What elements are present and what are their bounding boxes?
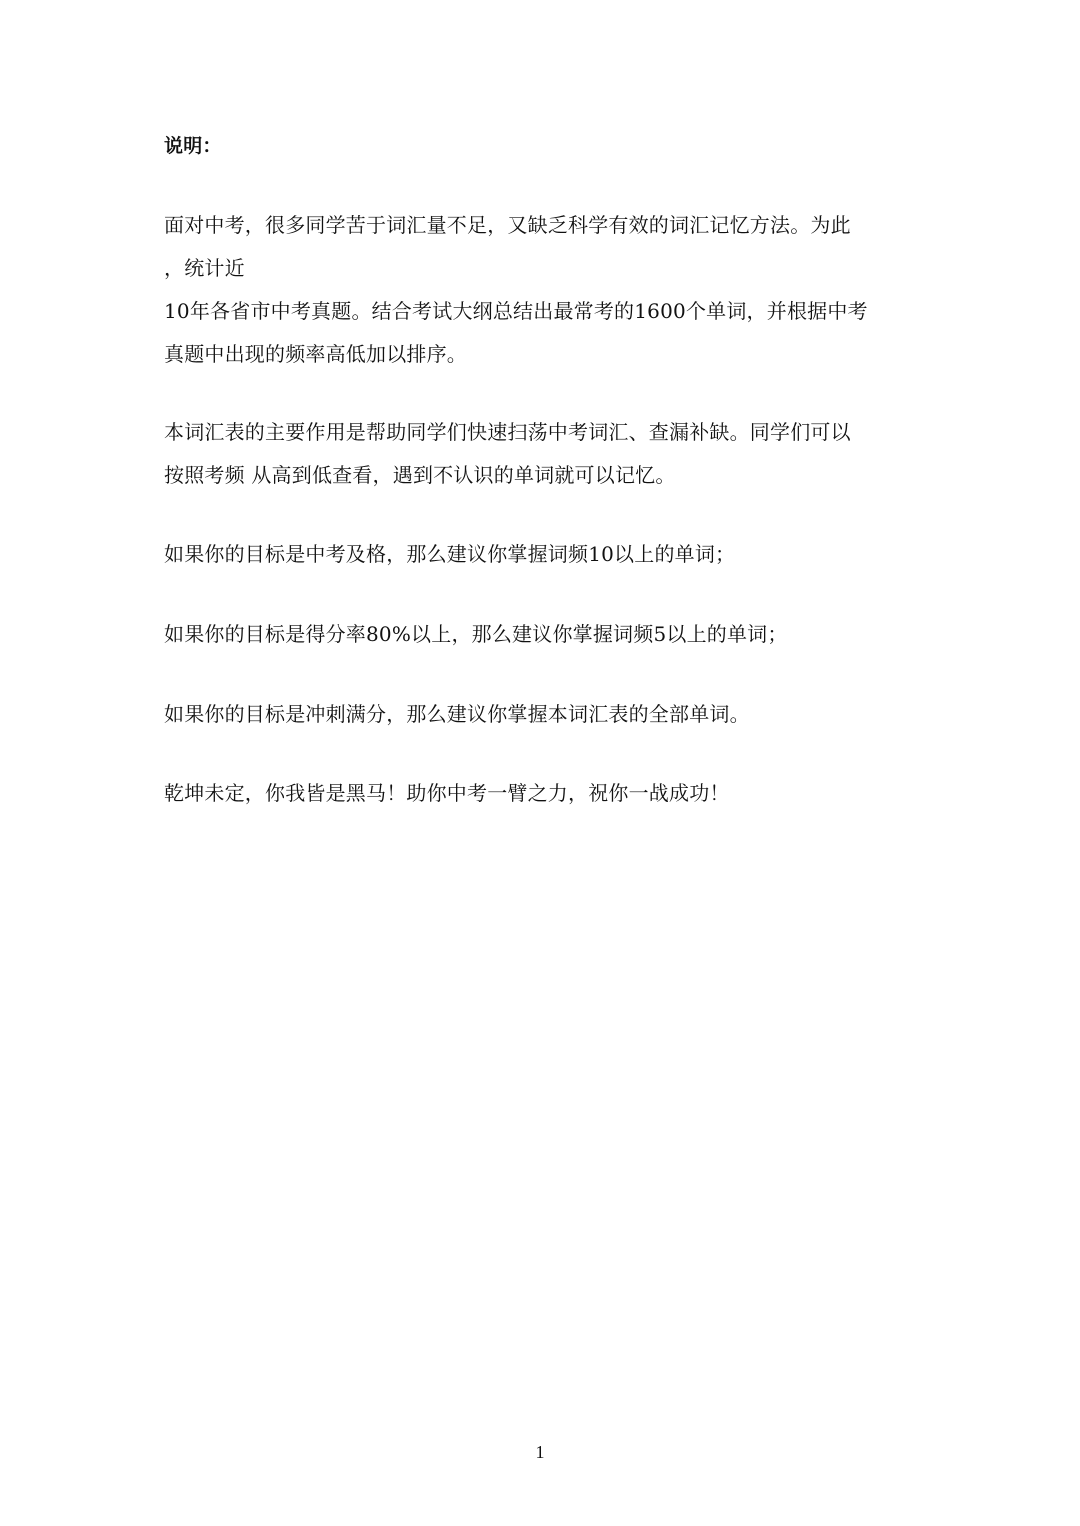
paragraph-1-line-3: 10年各省市中考真题。结合考试大纲总结出最常考的1600个单词，并根据中考 xyxy=(164,299,868,323)
paragraph-6: 乾坤未定，你我皆是黑马！助你中考一臂之力，祝你一战成功！ xyxy=(164,781,730,805)
paragraph-5: 如果你的目标是冲刺满分，那么建议你掌握本词汇表的全部单词。 xyxy=(164,702,750,726)
paragraph-2-line-2: 按照考频 从高到低查看，遇到不认识的单词就可以记忆。 xyxy=(164,463,676,487)
paragraph-4: 如果你的目标是得分率80%以上，那么建议你掌握词频5以上的单词； xyxy=(164,622,788,646)
paragraph-1-line-2: ，统计近 xyxy=(164,256,245,280)
paragraph-1-line-4: 真题中出现的频率高低加以排序。 xyxy=(164,342,467,366)
section-heading: 说明： xyxy=(164,135,222,157)
paragraph-3: 如果你的目标是中考及格，那么建议你掌握词频10以上的单词； xyxy=(164,542,736,566)
page-number: 1 xyxy=(535,1442,545,1462)
paragraph-2-line-1: 本词汇表的主要作用是帮助同学们快速扫荡中考词汇、查漏补缺。同学们可以 xyxy=(164,420,851,444)
paragraph-1-line-1: 面对中考，很多同学苦于词汇量不足，又缺乏科学有效的词汇记忆方法。为此 xyxy=(164,213,851,237)
